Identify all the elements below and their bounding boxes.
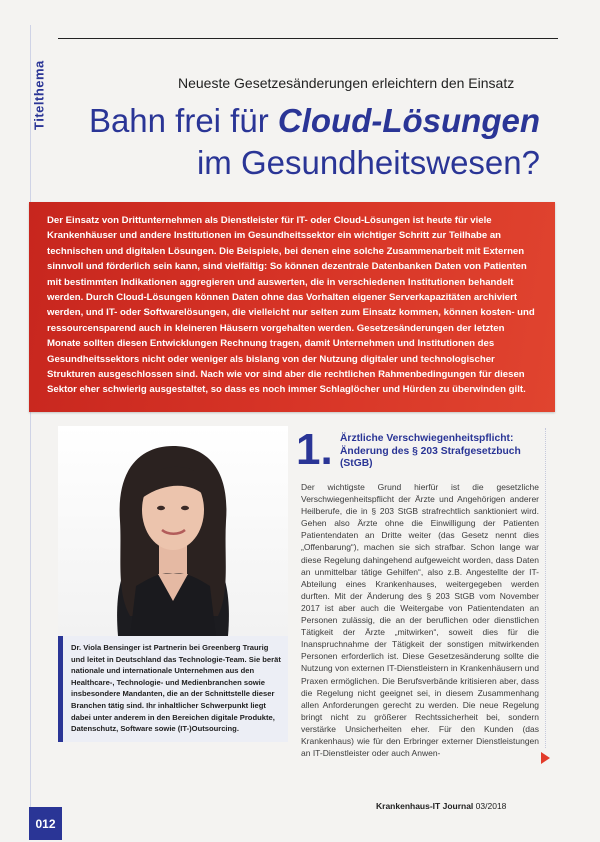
footer-journal [376,801,506,811]
author-portrait-image [58,426,288,636]
author-caption-text: Dr. Viola Bensinger ist Partnerin bei Greenberg Traurig und leitet in Deutschland das Technologie-Team. Sie berät nationale und internationale Unternehmen aus den Healthcare-, Technologie- und Medienbranchen sowie insbesondere Mandanten, die an der Schnittstelle dieser Branchen tätig sind. Ihr inhaltlicher Schwerpunkt liegt dabei unter anderem in den Bereichen digitale Produkte, Datenschutz, Software sowie (IT-)Outsourcing. [71,643,281,734]
section-title: Ärztliche Verschwiegenheitspflicht: Änderung des § 203 Strafgesetzbuch (StGB) [340,433,521,470]
author-photo [58,426,288,636]
lead-text: Der Einsatz von Drittunternehmen als Dienstleister für IT- oder Cloud-Lösungen ist heute für viele Krankenhäuser und andere Institutionen im Gesundheitssektor ein wichtiger Schritt zur Teilhabe an technischen und digitalen Lösungen. Die Beispiele, bei denen eine solche Zusammenarbeit mit Externen sinnvoll und förderlich sein kann, sind vielfältig: So können dezentrale Datenbanken Daten von Patienten mit bestimmten Indikationen aggregieren und auswerten, die in verschiedenen Institutionen behandelt werden. Durch Cloud-Lösungen können Daten ohne das Vorhalten eigener Serverkapazitäten archiviert werden, und IT- oder Softwarelösungen, die vielleicht nur selten zum Einsatz kommen, können kosten- und ressourcensparend auch in kleineren Häusern vorgehalten werden. Gesetzesänderungen der letzten Monate sollten diesen Entwicklungen Rechnung tragen, damit Unternehmen und Institutionen des Gesundheitssektors nicht oder weniger als bislang von der Nutzung digitaler und technologischer Strukturen ausgeschlossen sind. Nach wie vor sind aber die rechtlichen Rahmenbedingungen für diesen Sektor eher schwierig ausgestaltet, so dass es noch immer Schlaglöcher und Hürden zu überwinden gilt. [47,215,535,396]
journal-name: Krankenhaus-IT Journal [376,801,474,811]
section-body: Der wichtigste Grund hierfür ist die gesetzliche Verschwiegenheitspflicht der Ärzte und Angehörigen anderer Heilberufe, die in § 203 StGB strafrechtlich sanktioniert wird. Gehen also Ärzte ohne die Einwilligung der Patienten Patientendaten an Dritte weiter (das Gesetz nennt dies „Offenbarung“), machen sie sich strafbar. Schon lange war diese Regelung dahingehend aufgeweicht worden, dass Daten an unmittelbar tätige Gehilfen“, also z.B. Angestellte der IT-Abteilung eines Krankenhauses, weitergegeben werden durften. Mit der Änderung des § 203 StGB vom November 2017 ist aber auch die Weitergabe von Patientendaten an Personen zulässig, die an der beruflichen oder dienstlichen Tätigkeit der Ärzte „mitwirken“, soweit dies für die Inanspruchnahme der Tätigkeit der sonstigen mitwirkenden Personen erforderlich ist. Diese Gesetzesänderung sollte die Nutzung von externen IT-Dienstleistern in Krankenhäusern und Praxen ermöglichen. Die Berufsverbände kritisieren aber, dass die Regelung nicht geeignet sei, in diesem Zusammenhang allen Anforderungen gerecht zu werden. Die neue Regelung bringt nicht zu größerer Rechtssicherheit bei, sondern verstärke Unsicherheiten eher. Für den Kunden (das Krankenhaus) wie für den Erbringer externer Dienstleistungen an IT-Dienstleister oder auch Anwen- [301,482,539,759]
headline-prefix: Bahn frei für [88,102,278,139]
headline [70,100,540,184]
section-number: 1. [296,425,333,474]
journal-issue: 03/2018 [473,801,507,811]
section-label: Titelthema [31,60,47,130]
kicker: Neueste Gesetzesänderungen erleichtern den Einsatz [178,75,515,91]
left-margin-rule [30,25,31,815]
column-dotted-rule [545,428,547,748]
headline-emphasis: Cloud-Lösungen [277,102,540,139]
header-rule [58,38,558,39]
headline-line2: im Gesundheitswesen? [196,144,540,181]
continue-arrow-icon [541,752,550,764]
author-caption [58,636,288,742]
page-number: 012 [29,807,62,840]
lead-box [29,202,555,412]
